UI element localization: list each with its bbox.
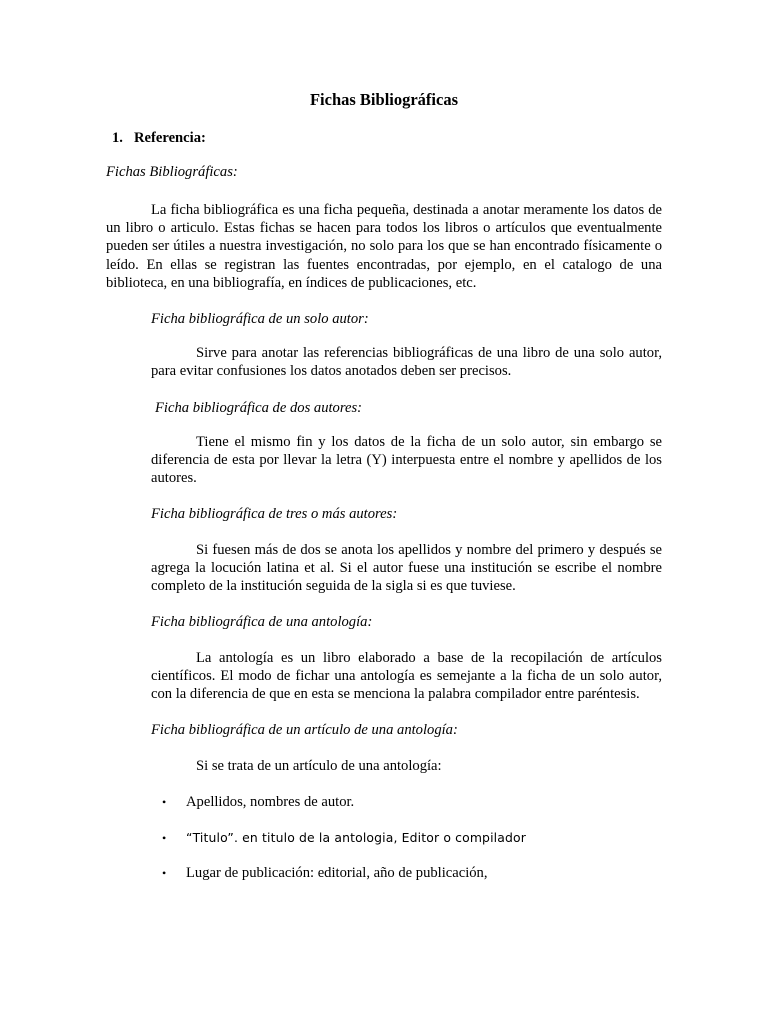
list-item <box>162 864 488 882</box>
section-title: Referencia: <box>134 130 206 146</box>
subheading-two-authors: Ficha bibliográfica de dos autores: <box>155 400 362 416</box>
subheading-anthology-article: Ficha bibliográfica de un artículo de una antología: <box>151 722 458 738</box>
main-subtitle: Fichas Bibliográficas: <box>106 164 238 180</box>
subheading-single-author: Ficha bibliográfica de un solo autor: <box>151 311 369 327</box>
section-number: 1. <box>112 130 123 146</box>
document-title: Fichas Bibliográficas <box>309 90 459 109</box>
paragraph-single-author: Sirve para anotar las referencias bibliográficas de una libro de una solo autor, para evitar confusiones los datos anotados deben ser precisos. <box>151 345 662 380</box>
paragraph-anthology: La antología es un libro elaborado a base de la recopilación de artículos científicos. El modo de fichar una antología es semejante a la ficha de un solo autor, con la diferencia de que en esta se menciona la palabra compilador entre paréntesis. <box>151 650 662 703</box>
section-heading <box>112 129 206 147</box>
bullet-icon: • <box>162 866 167 880</box>
subheading-anthology: Ficha bibliográfica de una antología: <box>151 614 373 630</box>
list-item-text: Lugar de publicación: editorial, año de publicación, <box>186 865 488 881</box>
bullet-icon: • <box>162 795 167 809</box>
list-item <box>162 829 526 847</box>
paragraph-three-authors: Si fuesen más de dos se anota los apellidos y nombre del primero y después se agrega la locución latina et al. Si el autor fuese una institución se escribe el nombre completo de la institución seguida de la sigla si es que tuviese. <box>151 542 662 595</box>
bullet-icon: • <box>162 831 167 845</box>
list-item <box>162 793 354 811</box>
list-item-text: Apellidos, nombres de autor. <box>186 794 355 810</box>
paragraph-anthology-article: Si se trata de un artículo de una antología: <box>196 758 442 774</box>
intro-paragraph: La ficha bibliográfica es una ficha pequeña, destinada a anotar meramente los datos de un libro o articulo. Estas fichas se hacen para todos los libros o artículos que eventualmente pueden ser útiles a nuestra investigación, no solo para los que se han encontrado físicamente o leído. En ellas se registran las fuentes encontradas, por ejemplo, en el catalogo de una biblioteca, en una bibliografía, en índices de publicaciones, etc. <box>106 202 662 291</box>
paragraph-two-authors: Tiene el mismo fin y los datos de la ficha de un solo autor, sin embargo se diferencia de esta por llevar la letra (Y) interpuesta entre el nombre y apellidos de los autores. <box>151 434 662 487</box>
subheading-three-authors: Ficha bibliográfica de tres o más autores: <box>151 506 398 522</box>
list-item-text: “Titulo”. en titulo de la antologia, Editor o compilador <box>186 830 526 845</box>
